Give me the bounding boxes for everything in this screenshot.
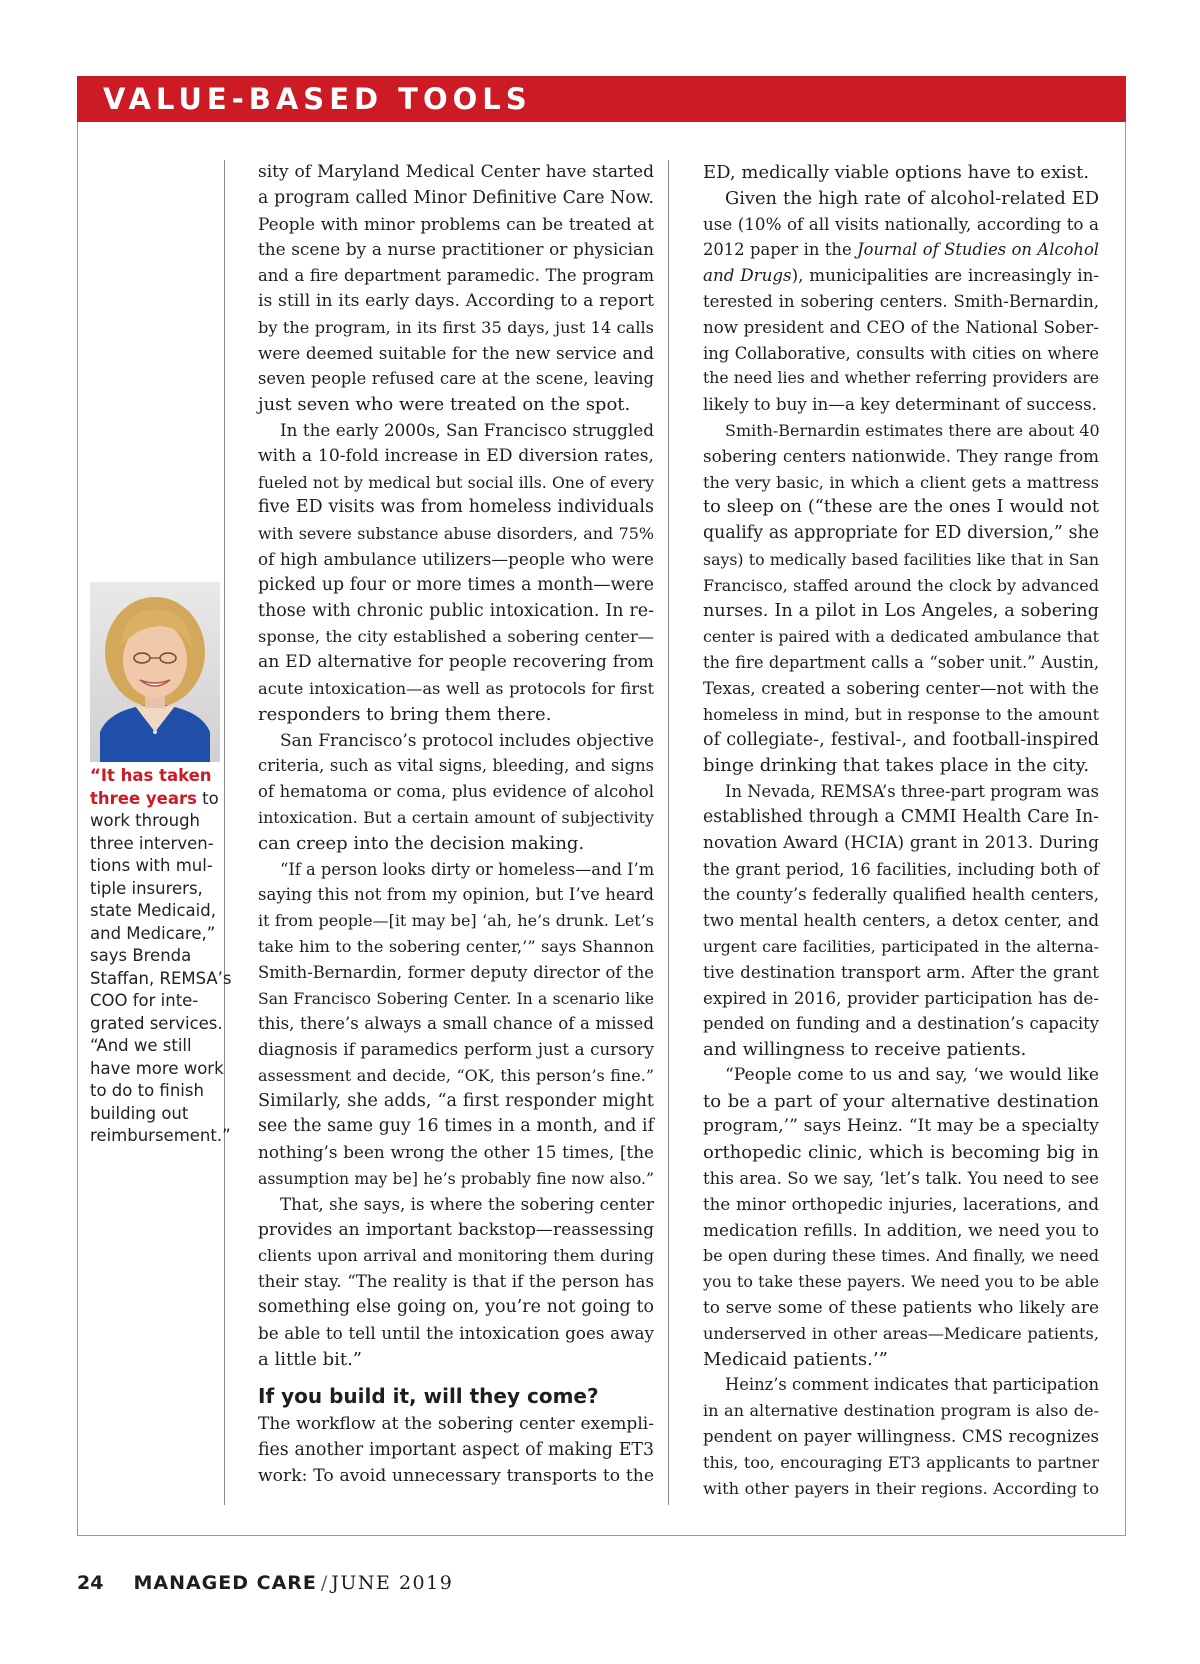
article-line: pended on funding and a destination’s capacity	[703, 1014, 1099, 1034]
pull-quote-line: grated services.	[90, 1013, 223, 1033]
article-line: orthopedic clinic, which is becoming big in	[703, 1142, 1099, 1164]
article-line: the grant period, 16 facilities, including both of	[703, 859, 1099, 879]
article-line: “If a person looks dirty or homeless—and I’m	[280, 859, 655, 879]
article-line: expired in 2016, provider participation has de-	[703, 988, 1099, 1008]
pull-quote-line: and Medicare,”	[90, 923, 216, 943]
article-line: just seven who were treated on the spot.	[258, 394, 631, 416]
page-footer	[77, 1572, 453, 1596]
article-line: an ED alternative for people recovering from	[258, 652, 654, 673]
article-line: to serve some of these patients who likely are	[703, 1297, 1099, 1318]
portrait-photo	[90, 582, 220, 762]
article-line: binge drinking that takes place in the city.	[703, 755, 1090, 777]
article-line: Texas, created a sobering center—not with the	[703, 678, 1099, 698]
article-line: terested in sobering centers. Smith-Bernardin,	[703, 291, 1099, 311]
article-line: picked up four or more times a month—were	[258, 574, 654, 595]
article-line	[703, 263, 1099, 289]
article-line: underserved in other areas—Medicare patients,	[703, 1323, 1099, 1343]
journal-title: Journal of Studies on Alcohol	[857, 240, 1099, 260]
article-line: People with minor problems can be treated at	[258, 213, 654, 234]
pull-quote-text: to	[196, 788, 219, 808]
article-line: medication refills. In addition, we need you to	[703, 1219, 1099, 1240]
article-line: program,’” says Heinz. “It may be a specialty	[703, 1116, 1099, 1137]
journal-title: and Drugs	[703, 265, 792, 286]
subhead: If you build it, will they come?	[258, 1384, 599, 1409]
article-column-middle	[258, 160, 654, 1490]
article-line: intoxication. But a certain amount of subjectivity	[258, 807, 654, 827]
article-line: fies another important aspect of making ET3	[258, 1440, 654, 1461]
article-line: assumption may be] he’s probably fine now also.”	[258, 1169, 654, 1189]
article-line: says) to medically based facilities like that in San	[703, 549, 1099, 569]
article-line: seven people refused care at the scene, leaving	[258, 369, 654, 389]
article-line: this area. So we say, ‘let’s talk. You need to see	[703, 1169, 1099, 1189]
footer-separator: /	[320, 1572, 328, 1594]
article-line: sity of Maryland Medical Center have started	[258, 162, 654, 182]
article-line: San Francisco Sobering Center. In a scenario like	[258, 988, 654, 1008]
article-line: acute intoxication—as well as protocols for first	[258, 678, 654, 698]
article-line: established through a CMMI Health Care In-	[703, 806, 1099, 827]
pull-quote-line: to do to finish	[90, 1081, 204, 1100]
article-line: Given the high rate of alcohol-related ED	[725, 187, 1099, 209]
article-line: the scene by a nurse practitioner or physician	[258, 239, 654, 260]
article-line: center is paired with a dedicated ambulance that	[703, 627, 1099, 647]
section-banner	[77, 76, 1126, 122]
article-line: the very basic, in which a client gets a mattress	[703, 472, 1099, 492]
article-line: ing Collaborative, consults with cities on where	[703, 343, 1099, 363]
article-line	[703, 237, 1099, 263]
article-line: a program called Minor Definitive Care Now.	[258, 187, 654, 208]
article-line: likely to buy in—a key determinant of success.	[703, 394, 1098, 415]
article-line: saying this not from my opinion, but I’ve heard	[258, 885, 654, 905]
article-line: is still in its early days. According to a report	[258, 290, 654, 311]
pull-quote-line: three interven-	[90, 833, 214, 853]
pull-quote-line: work through	[90, 811, 201, 830]
article-line: be able to tell until the intoxication goes away	[258, 1322, 654, 1343]
article-line: novation Award (HCIA) grant in 2013. During	[703, 832, 1099, 853]
article-text: ), municipalities are increasingly in-	[791, 265, 1099, 286]
article-line: the fire department calls a “sober unit.” Austin,	[703, 653, 1099, 673]
article-line: Francisco, staffed around the clock by advanced	[703, 575, 1099, 595]
article-line: the county’s federally qualified health centers,	[703, 885, 1099, 905]
article-line: “People come to us and say, ‘we would like	[725, 1064, 1099, 1085]
pull-quote-line: tions with mul-	[90, 856, 213, 875]
article-line: of collegiate-, festival-, and football-inspired	[703, 729, 1099, 750]
article-line: tive destination transport arm. After the grant	[703, 961, 1099, 982]
article-line: work: To avoid unnecessary transports to the	[258, 1466, 654, 1487]
article-line: the minor orthopedic injuries, lacerations, and	[703, 1194, 1099, 1214]
portrait-illustration	[90, 582, 220, 762]
pull-quote	[90, 765, 230, 1148]
pull-quote-line: state Medicaid,	[90, 901, 216, 920]
article-line: pendent on payer willingness. CMS recognizes	[703, 1427, 1099, 1447]
article-line: a little bit.”	[258, 1348, 363, 1370]
article-line: qualify as appropriate for ED diversion,” she	[703, 523, 1099, 544]
article-line: That, she says, is where the sobering center	[280, 1194, 654, 1214]
article-line: be open during these times. And finally, we need	[703, 1246, 1099, 1266]
article-line: see the same guy 16 times in a month, and if	[258, 1116, 654, 1137]
article-line: Medicaid patients.’”	[703, 1348, 888, 1370]
article-line: with severe substance abuse disorders, and 75%	[258, 524, 654, 544]
article-line: criteria, such as vital signs, bleeding, and signs	[258, 756, 654, 776]
pull-quote-line: says Brenda	[90, 946, 192, 965]
article-line: now president and CEO of the National Sober-	[703, 317, 1099, 337]
article-line: you to take these payers. We need you to be able	[703, 1272, 1099, 1292]
article-line: to sleep on (“these are the ones I would not	[703, 497, 1099, 518]
article-line: of hematoma or coma, plus evidence of alcohol	[258, 782, 654, 802]
pull-quote-lead: three years	[90, 788, 197, 808]
issue-date: JUNE 2019	[331, 1572, 454, 1594]
article-line: Smith-Bernardin, former deputy director of the	[258, 962, 654, 982]
article-line: can creep into the decision making.	[258, 832, 585, 854]
article-line: diagnosis if paramedics perform just a cursory	[258, 1040, 654, 1060]
pull-quote-line: building out	[90, 1103, 189, 1123]
article-line: assessment and decide, “OK, this person’s fine.”	[258, 1065, 654, 1085]
article-line: two mental health centers, a detox center, and	[703, 911, 1099, 931]
article-line: and willingness to receive patients.	[703, 1039, 1027, 1061]
article-line: Smith-Bernardin estimates there are about 40	[725, 420, 1100, 440]
pull-quote-lead: “It has taken	[90, 766, 212, 785]
article-line: to be a part of your alternative destination	[703, 1090, 1099, 1112]
article-line: those with chronic public intoxication. In re-	[258, 600, 654, 621]
magazine-name: MANAGED CARE	[133, 1572, 317, 1594]
article-line: responders to bring them there.	[258, 703, 552, 725]
article-column-right	[703, 160, 1099, 1501]
article-line: were deemed suitable for the new service and	[258, 342, 654, 363]
article-line: something else going on, you’re not going to	[258, 1297, 654, 1318]
article-line: sponse, the city established a sobering center—	[258, 627, 654, 647]
article-line: homeless in mind, but in response to the amount	[703, 704, 1099, 724]
article-line: use (10% of all visits nationally, according to a	[703, 213, 1099, 234]
article-line: Similarly, she adds, “a first responder might	[258, 1090, 654, 1111]
article-line: this, there’s always a small chance of a missed	[258, 1014, 654, 1034]
page-number: 24	[77, 1572, 104, 1594]
column-rule-right	[668, 160, 669, 1505]
article-text: 2012 paper in the	[703, 240, 858, 260]
pull-quote-line: reimbursement.”	[90, 1126, 231, 1145]
article-line: sobering centers nationwide. They range from	[703, 445, 1099, 466]
article-line: with other payers in their regions. According to	[703, 1478, 1099, 1498]
article-line: and a fire department paramedic. The program	[258, 266, 654, 286]
pull-quote-line: have more work	[90, 1058, 224, 1078]
article-line: provides an important backstop—reassessing	[258, 1219, 654, 1240]
article-line: San Francisco’s protocol includes objective	[280, 729, 654, 750]
article-line: In the early 2000s, San Francisco struggled	[280, 419, 654, 440]
article-line: clients upon arrival and monitoring them during	[258, 1246, 654, 1266]
article-line: nurses. In a pilot in Los Angeles, a sobering	[703, 600, 1099, 621]
pull-quote-line: tiple insurers,	[90, 878, 203, 898]
pull-quote-line: COO for inte-	[90, 991, 199, 1010]
article-line: it from people—[it may be] ‘ah, he’s drunk. Let’s	[258, 911, 654, 931]
article-line: urgent care facilities, participated in the alterna-	[703, 936, 1099, 956]
article-line: five ED visits was from homeless individuals	[258, 497, 654, 518]
article-line: in an alternative destination program is also de-	[703, 1401, 1099, 1421]
article-line: the need lies and whether referring providers are	[703, 369, 1099, 388]
article-line: Heinz’s comment indicates that participation	[725, 1375, 1099, 1395]
pull-quote-line: Staffan, REMSA’s	[90, 968, 232, 988]
article-line: by the program, in its first 35 days, just 14 calls	[258, 317, 654, 337]
article-line: with a 10-fold increase in ED diversion rates,	[258, 445, 654, 466]
article-line: this, too, encouraging ET3 applicants to partner	[703, 1452, 1099, 1472]
article-line: their stay. “The reality is that if the person has	[258, 1272, 654, 1292]
article-line: ED, medically viable options have to exist.	[703, 162, 1090, 183]
article-line: In Nevada, REMSA’s three-part program was	[725, 782, 1099, 802]
article-line: nothing’s been wrong the other 15 times, [the	[258, 1142, 654, 1163]
pull-quote-line: “And we still	[90, 1036, 192, 1055]
article-line: fueled not by medical but social ills. One of every	[258, 472, 654, 492]
section-title: VALUE-BASED TOOLS	[103, 82, 532, 116]
article-line: The workflow at the sobering center exempli-	[258, 1414, 654, 1435]
article-line: take him to the sobering center,’” says Shannon	[258, 936, 654, 956]
article-line: of high ambulance utilizers—people who were	[258, 548, 654, 569]
